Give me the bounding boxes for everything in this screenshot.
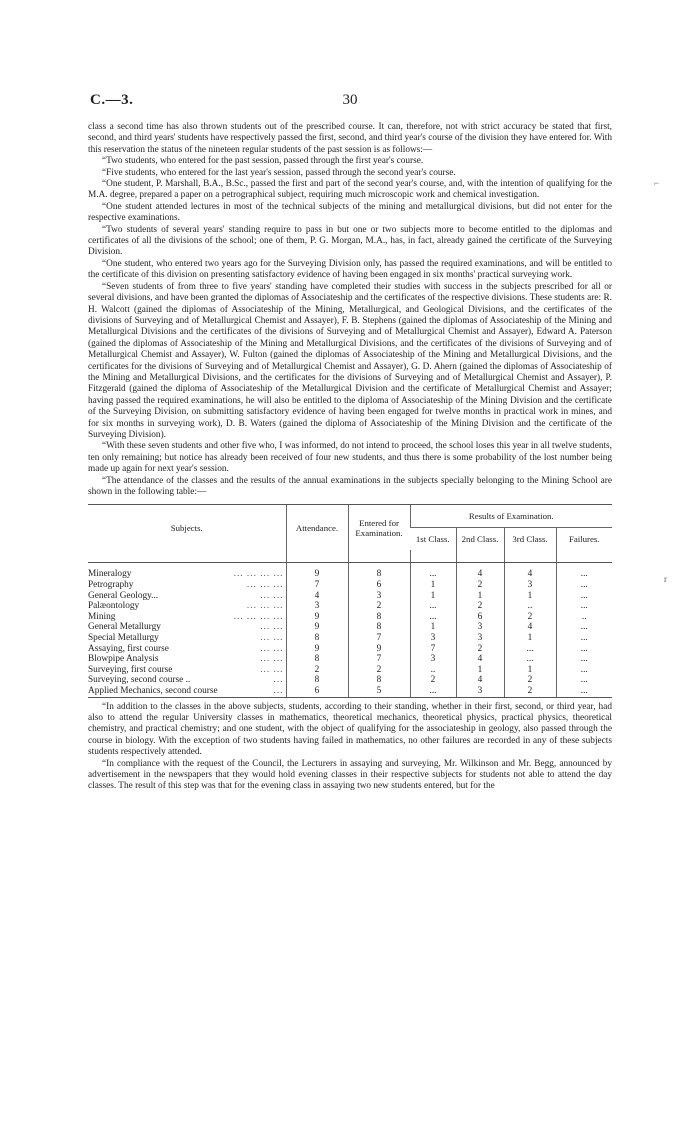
second-cell: 1 [456,591,504,602]
header-failures: Failures. [556,528,612,551]
table-body [88,563,612,697]
dot-leader: ... ... ... [246,580,284,590]
entered-cell: 8 [348,612,410,623]
attendance-cell: 9 [286,622,348,633]
second-cell: 2 [456,601,504,612]
entered-cell: 5 [348,686,410,697]
dot-leader: ... ... [260,664,284,675]
first-cell: .. [410,665,456,676]
entered-cell: 8 [348,569,410,580]
failures-cell: ... [556,569,612,580]
subject-name: Palæontology [88,601,140,612]
subject-name: Surveying, second course .. [88,675,191,686]
subject-name: Blowpipe Analysis [88,654,159,665]
paragraph: “One student, who entered two years ago for the Surveying Division only, has passed the required examinations, and will be entitled to the certificate of this division on presenting satisfactory evidence of having been engaged in six months' practical surveying work. [88,258,612,281]
entered-cell: 9 [348,644,410,655]
failures-cell: ... [556,622,612,633]
dot-leader: ... ... [260,643,284,654]
paragraph: “The attendance of the classes and the results of the annual examinations in the subjects specially belonging to the Mining School are shown in the following table:— [88,475,612,497]
attendance-cell: 9 [286,612,348,623]
first-cell: 3 [410,633,456,644]
dot-leader: ... [273,685,284,696]
attendance-cell: 9 [286,569,348,580]
entered-cell: 7 [348,633,410,644]
header-results: Results of Examination. [410,505,612,528]
first-cell: ... [410,612,456,623]
failures-cell: ... [556,675,612,686]
third-cell: 4 [504,569,556,580]
table-row [88,686,612,697]
third-cell: 1 [504,591,556,602]
entered-cell: 8 [348,675,410,686]
body-text-after-table [88,702,612,793]
header-third-class: 3rd Class. [504,528,556,551]
first-cell: ... [410,569,456,580]
attendance-cell: 3 [286,601,348,612]
table-row [88,665,612,676]
page-number: 30 [342,92,358,108]
dot-leader: ... ... ... ... [233,611,284,622]
first-cell: 3 [410,654,456,665]
attendance-cell: 8 [286,654,348,665]
table-row [88,580,612,591]
header-subjects: Subjects. [170,522,203,533]
paragraph: “Five students, who entered for the last year's session, passed through the second year's course. [102,167,456,178]
dot-leader: ... ... ... [246,601,284,612]
failures-cell: ... [556,580,612,591]
paragraph: “One student, P. Marshall, B.A., B.Sc., passed the first and part of the second year's course, and, with the intention of qualifying for the M.A. degree, prepared a paper on a petrographical subject, requiring much microscopic work and chemical investigation. [88,179,612,201]
table-row [88,612,612,623]
attendance-cell: 8 [286,675,348,686]
failures-cell: ... [556,665,612,676]
document-reference: C.—3. [90,92,134,108]
failures-cell: ... [556,591,612,602]
table-row [88,601,612,612]
table-row [88,591,612,602]
margin-mark: r [664,574,667,584]
table-row [88,569,612,580]
attendance-cell: 4 [286,591,348,602]
failures-cell: ... [556,686,612,697]
header-second-class: 2nd Class. [456,528,504,551]
paragraph: “In compliance with the request of the Council, the Lecturers in assaying and surveying, Mr. Wilkinson and Mr. Begg, announced by advertisement in the newspapers that they would hold evening classes in their respective subjects for students not able to attend the day classes. The result of this step was that for the evening class in assaying two new students entered, but for the [88,758,612,792]
second-cell: 2 [456,580,504,591]
table-row [88,654,612,665]
paragraph: “Two students, who entered for the past session, passed through the first year's course. [102,156,424,167]
failures-cell: .. [556,612,612,623]
subject-name: Surveying, first course [88,664,173,675]
table-row [88,633,612,644]
third-cell: ... [504,644,556,655]
failures-cell: ... [556,601,612,612]
first-cell: 7 [410,644,456,655]
second-cell: 1 [456,665,504,676]
attendance-cell: 8 [286,633,348,644]
entered-cell: 8 [348,622,410,633]
second-cell: 4 [456,675,504,686]
entered-cell: 2 [348,665,410,676]
second-cell: 3 [456,633,504,644]
third-cell: 2 [504,686,556,697]
second-cell: 3 [456,622,504,633]
second-cell: 6 [456,612,504,623]
subject-name: Special Metallurgy [88,632,159,643]
third-cell: 1 [504,665,556,676]
subject-name: Petrography [88,580,134,590]
attendance-cell: 6 [286,686,348,697]
failures-cell: ... [556,654,612,665]
paragraph: “One student attended lectures in most of the technical subjects of the mining and metallurgical divisions, but did not enter for the respective examinations. [88,201,612,224]
attendance-cell: 9 [286,644,348,655]
first-cell: 1 [410,622,456,633]
dot-leader: ... ... [260,654,284,665]
subject-name: Applied Mechanics, second course [88,685,218,696]
first-cell: ... [410,686,456,697]
failures-cell: ... [556,644,612,655]
table-row [88,675,612,686]
dot-leader: ... ... ... ... [233,569,284,580]
dot-leader: ... [273,675,284,686]
third-cell: 4 [504,622,556,633]
examination-results-table [88,505,612,697]
first-cell: 2 [410,675,456,686]
third-cell: 2 [504,675,556,686]
entered-cell: 3 [348,591,410,602]
first-cell: 1 [410,580,456,591]
subject-name: Mineralogy [88,569,132,580]
header-entered: Entered for Examination. [348,505,410,550]
entered-cell: 7 [348,654,410,665]
entered-cell: 6 [348,580,410,591]
subject-name: Mining [88,611,116,622]
dot-leader: ... ... [260,622,284,633]
paragraph: “With these seven students and other five who, I was informed, do not intend to proceed, the school loses this year in all twelve students, ten only remaining; but notice has already been received of four new students, and thus there is some probability of the lost number being made up again for next year's session. [88,441,612,475]
second-cell: 4 [456,654,504,665]
paragraph: “Two students of several years' standing require to pass in but one or two subjects more to become entitled to the diplomas and certificates of all the divisions of the school; one of them, P. G. Morgan, M.A., has, in fact, already gained the certificate of the Surveying Division. [88,224,612,258]
dot-leader: ... ... [260,590,284,601]
third-cell: 3 [504,580,556,591]
first-cell: ... [410,601,456,612]
third-cell: 1 [504,633,556,644]
margin-mark: ⌐ [654,178,660,188]
failures-cell: ... [556,633,612,644]
body-text-before-table [88,122,612,498]
attendance-cell: 2 [286,665,348,676]
header-first-class: 1st Class. [410,528,456,551]
attendance-cell: 7 [286,580,348,591]
document-page [88,92,612,793]
third-cell: .. [504,601,556,612]
second-cell: 2 [456,644,504,655]
paragraph: “In addition to the classes in the above subjects, students, according to their standing, whether in their first, second, or third year, had also to attend the regular University classes in mathematics, theoretical mechanics, theoretical physics, practical physics, theoretical chemistry, and practical chemistry; and one student, with the object of qualifying for the associateship in geology, also passed through the course in biology. With the exception of two students having failed in mathematics, no other failures are recorded in any of these subjects students respectively attended. [88,701,612,758]
paragraph: class a second time has also thrown students out of the prescribed course. It can, therefore, not with strict accuracy be stated that first, second, and third years' students have respectively passed the first, second, and third year's course of the division they have entered for. With this reservation the status of the nineteen regular students of the past session is as follows:— [88,122,612,155]
entered-cell: 2 [348,601,410,612]
subject-name: Assaying, first course [88,643,169,654]
second-cell: 3 [456,686,504,697]
subject-name: General Metallurgy [88,622,161,633]
first-cell: 1 [410,591,456,602]
third-cell: ... [504,654,556,665]
page-header [88,92,612,114]
table-row [88,622,612,633]
table-row [88,644,612,655]
second-cell: 4 [456,569,504,580]
subject-name: General Geology... [88,590,159,601]
paragraph: “Seven students of from three to five years' standing have completed their studies with success in the subjects prescribed for all or several divisions, and have been granted the diplomas of Associateship and the certificates of the respective divisions. These students are: R. H. Walcott (gained the diplomas of Associateship of the Mining, Metallurgical, and Geological Divisions, and the certificates of the divisions of Surveying and of Metallurgical Chemist and Assayer), F. B. Stephens (gained the diplomas of Associateship of the Mining and Metallurgical Divisions and the certificates of the divisions of Surveying and of Metallurgical Chemist and Assayer), Edward A. Paterson (gained the diplomas of Associateship of the Mining and Metallurgical Divisions, and the certificates of the divisions of Surveying and of Metallurgical Chemist and Assayer), W. Fulton (gained the diplomas of Associateship of the Mining and Metallurgical Divisions, and the certificates for the divisions of Surveying and of Metallurgical Chemist and Assayer), G. D. Ahern (gained the diplomas of Associateship of the Mining and Metallurgical Divisions, and the certificates for the divisions of Surveying and of Metallurgical Chemist and Assayer), P. Fitzgerald (gained the diploma of Associateship of the Metallurgical Division and the certificate of Metallurgical Chemist and Assayer; having passed the required examinations, he will also be entitled to the diploma of Associateship of the Mining Division and the certificate of the Surveying Division, on submitting satisfactory evidence of having been engaged for twelve months in practical work in mines, and for six months in surveying work), D. B. Waters (gained the diploma of Associateship of the Mining Division and the certificate of the Surveying Division). [88,281,612,440]
header-attendance: Attendance. [286,505,348,550]
third-cell: 2 [504,612,556,623]
dot-leader: ... ... [260,632,284,643]
